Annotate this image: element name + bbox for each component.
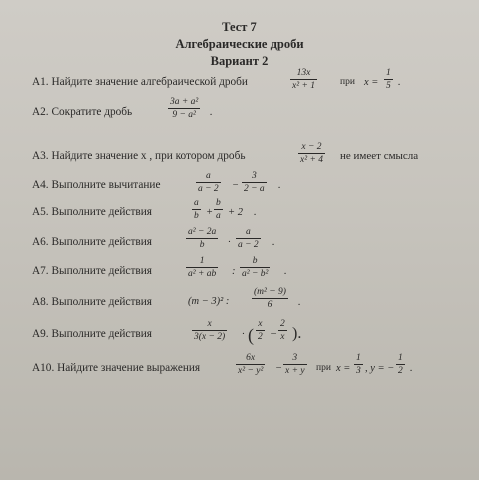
task-a10-var-x: x = <box>336 363 351 374</box>
task-a9-text: A9. Выполните действия <box>32 328 152 340</box>
task-a6-fraction-2: $\frac{a}{a - 2}$ <box>238 227 259 250</box>
task-a9-fraction-2: $\frac{x}{2}$ <box>258 319 263 342</box>
task-a9-fraction-3: $\frac{2}{x}$ <box>280 319 285 342</box>
task-a1-value: $\frac{1}{5}$ <box>386 68 391 91</box>
task-a10-condition: при <box>316 363 331 373</box>
task-a7-op: : <box>232 266 236 277</box>
task-a6-text: A6. Выполните действия <box>32 236 152 248</box>
task-a5-op: + <box>206 207 214 218</box>
task-a2-text: A2. Сократите дробь <box>32 106 133 118</box>
task-a10-value-x: $\frac{1}{3}$ <box>356 353 361 376</box>
task-a5-fraction-2: $\frac{b}{a}$ <box>216 198 221 221</box>
test-variant: Вариант 2 <box>210 54 269 68</box>
task-a9-fraction-1: $\frac{x}{3(x - 2)}$ <box>194 319 226 342</box>
task-a9-op-2: − <box>270 329 278 340</box>
task-a3-condition: не имеет смысла <box>340 150 419 162</box>
task-a4-fraction-2: $\frac{3}{2 - a}$ <box>244 171 265 194</box>
task-a5-term: + 2 <box>228 207 243 218</box>
task-a6-op: · <box>228 237 231 248</box>
task-a5-end: . <box>254 207 257 218</box>
task-a10-var-y: , y = − <box>365 363 395 374</box>
task-a7-end: . <box>284 266 287 277</box>
task-a8-fraction: $\frac{\text{(m² − 9)}}{6}$ <box>254 287 286 310</box>
task-a5-fraction-1: $\frac{a}{b}$ <box>194 198 199 221</box>
task-a10-fraction-2: $\frac{3}{x + y}$ <box>285 353 305 376</box>
task-a2-fraction: $\frac{\text{3a + a²}}{\text{9 − a²}}$ <box>170 97 199 120</box>
task-a10-fraction-1: $\frac{6x}{\text{x² − y²}}$ <box>238 353 264 376</box>
task-a7-fraction-2: $\frac{b}{\text{a² − b²}}$ <box>242 256 269 279</box>
task-a1-var: x = <box>364 77 379 88</box>
task-a9-paren-open: ( <box>248 325 254 345</box>
task-a1-end: . <box>398 77 401 88</box>
task-a10-value-y: $\frac{1}{2}$ <box>398 353 403 376</box>
task-a6-fraction-1: $\frac{\text{a² − 2a}}{b}$ <box>188 227 217 250</box>
task-a3-text: A3. Найдите значение x , при котором дробь <box>32 150 246 162</box>
task-a9-op: · <box>242 329 245 340</box>
test-number: Тест 7 <box>222 20 257 34</box>
task-a8-text: A8. Выполните действия <box>32 296 152 308</box>
test-topic: Алгебраические дроби <box>175 37 304 51</box>
task-a9-end: ). <box>292 325 302 342</box>
task-a1-condition: при <box>340 77 355 87</box>
task-a4-end: . <box>278 180 281 191</box>
task-a7-fraction-1: $\frac{1}{\text{a² + ab}}$ <box>188 256 217 279</box>
task-a8-end: . <box>298 297 301 308</box>
task-a4-fraction-1: $\frac{a}{a - 2}$ <box>198 171 219 194</box>
task-a1-text: A1. Найдите значение алгебраической дроби <box>32 76 248 88</box>
task-a4-text: A4. Выполните вычитание <box>32 179 161 191</box>
task-a2-end: . <box>210 107 213 118</box>
task-a7-text: A7. Выполните действия <box>32 265 152 277</box>
task-a10-end: . <box>410 363 413 374</box>
task-a10-op: − <box>275 363 283 374</box>
task-a5-text: A5. Выполните действия <box>32 206 152 218</box>
task-a6-end: . <box>272 237 275 248</box>
task-a3-fraction: $\frac{x - 2}{\text{x² + 4}}$ <box>300 142 323 165</box>
task-a8-term: (m − 3)² : <box>188 296 230 307</box>
task-a1-fraction: $\frac{13x}{\text{x² + 1}}$ <box>292 68 315 91</box>
task-a4-op: − <box>232 180 240 191</box>
task-a10-text: A10. Найдите значение выражения <box>32 362 201 374</box>
